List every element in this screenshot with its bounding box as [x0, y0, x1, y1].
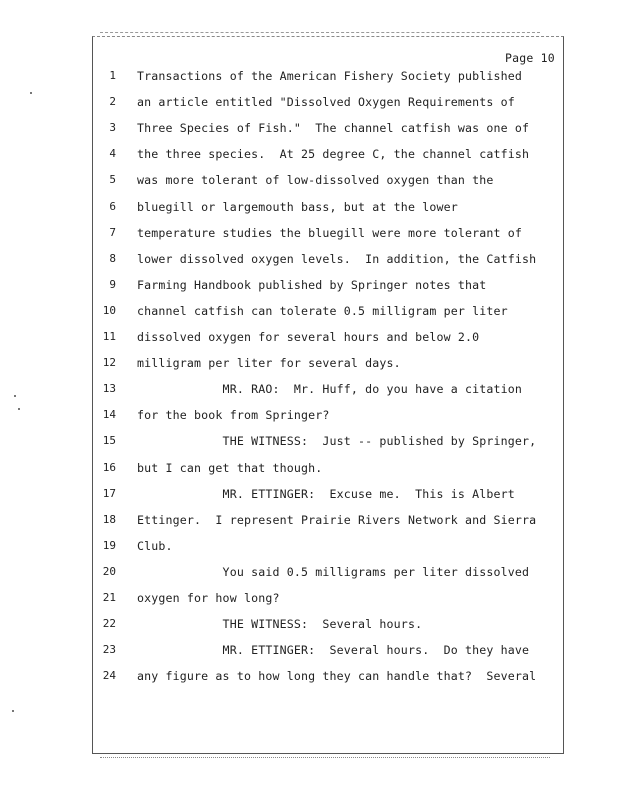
- scan-speck: [12, 710, 14, 712]
- line-text: an article entitled "Dissolved Oxygen Requirements of: [137, 95, 515, 110]
- transcript-line: [0, 173, 618, 189]
- line-text: Farming Handbook published by Springer notes that: [137, 277, 487, 292]
- line-text: for the book from Springer?: [137, 408, 330, 423]
- line-number: 3: [109, 121, 116, 135]
- line-number: 1: [109, 69, 116, 82]
- scan-speck: [30, 92, 32, 94]
- transcript-line: [0, 252, 618, 268]
- line-number: 12: [102, 356, 116, 370]
- line-text: but I can get that though.: [137, 460, 323, 475]
- line-number: 21: [102, 591, 116, 604]
- line-text: dissolved oxygen for several hours and below 2.0: [137, 330, 480, 344]
- top-border-dash: [100, 32, 540, 33]
- line-number: 10: [102, 303, 116, 317]
- transcript-line: [0, 669, 618, 685]
- scan-speck: [18, 408, 20, 410]
- transcript-line: [0, 461, 618, 477]
- line-number: 20: [102, 564, 116, 578]
- line-text: You said 0.5 milligrams per liter dissolved: [137, 564, 530, 579]
- line-number: 5: [109, 173, 116, 187]
- line-text: THE WITNESS: Several hours.: [137, 617, 423, 632]
- transcript-line: [0, 121, 618, 137]
- line-text: milligram per liter for several days.: [137, 356, 401, 371]
- line-text: MR. ETTINGER: Excuse me. This is Albert: [137, 486, 515, 501]
- scan-speck: [14, 395, 16, 397]
- line-number: 4: [109, 147, 116, 161]
- line-number: 7: [109, 225, 116, 239]
- line-number: 13: [102, 382, 116, 396]
- line-text: bluegill or largemouth bass, but at the lower: [137, 199, 458, 214]
- line-text: Transactions of the American Fishery Society published: [137, 69, 523, 83]
- line-number: 18: [102, 512, 116, 526]
- transcript-line: [0, 513, 618, 529]
- line-text: the three species. At 25 degree C, the channel catfish: [137, 147, 530, 162]
- transcript-line: [0, 408, 618, 424]
- line-number: 17: [102, 486, 116, 500]
- transcript-line: [0, 487, 618, 503]
- line-text: lower dissolved oxygen levels. In addition, the Catfish: [137, 251, 537, 266]
- transcript-line: [0, 278, 618, 294]
- line-text: oxygen for how long?: [137, 591, 280, 605]
- bottom-border-dash: [100, 757, 550, 758]
- line-number: 19: [102, 538, 116, 552]
- line-number: 14: [102, 408, 116, 422]
- line-text: channel catfish can tolerate 0.5 milligram per liter: [137, 303, 508, 318]
- line-number: 16: [102, 460, 116, 474]
- transcript-line: [0, 95, 618, 111]
- transcript-line: [0, 356, 618, 372]
- line-number: 15: [102, 434, 116, 448]
- transcript-line: [0, 565, 618, 581]
- line-number: 6: [109, 199, 116, 213]
- line-text: Ettinger. I represent Prairie Rivers Network and Sierra: [137, 512, 537, 527]
- page-number: Page 10: [505, 51, 555, 65]
- line-number: 11: [102, 330, 116, 343]
- transcript-line: [0, 304, 618, 320]
- line-number: 24: [102, 669, 116, 683]
- line-text: was more tolerant of low-dissolved oxygen than the: [137, 173, 494, 188]
- transcript-line: [0, 382, 618, 398]
- line-text: temperature studies the bluegill were more tolerant of: [137, 225, 523, 240]
- line-text: any figure as to how long they can handle that? Several: [137, 669, 537, 684]
- line-text: THE WITNESS: Just -- published by Springer,: [137, 434, 537, 449]
- transcript-line: [0, 617, 618, 633]
- transcript-line: [0, 591, 618, 607]
- transcript-line: [0, 200, 618, 216]
- line-text: MR. ETTINGER: Several hours. Do they have: [137, 643, 530, 658]
- transcript-line: [0, 539, 618, 555]
- line-number: 9: [109, 277, 116, 291]
- transcript-line: [0, 69, 618, 85]
- line-number: 23: [102, 643, 116, 657]
- line-number: 8: [109, 251, 116, 265]
- transcript-line: [0, 147, 618, 163]
- transcript-line: [0, 226, 618, 242]
- line-text: Three Species of Fish." The channel catfish was one of: [137, 121, 530, 136]
- line-number: 22: [102, 617, 116, 631]
- line-number: 2: [109, 95, 116, 109]
- transcript-line: [0, 434, 618, 450]
- transcript-line: [0, 330, 618, 346]
- transcript-line: [0, 643, 618, 659]
- line-text: Club.: [137, 538, 173, 553]
- line-text: MR. RAO: Mr. Huff, do you have a citation: [137, 382, 523, 397]
